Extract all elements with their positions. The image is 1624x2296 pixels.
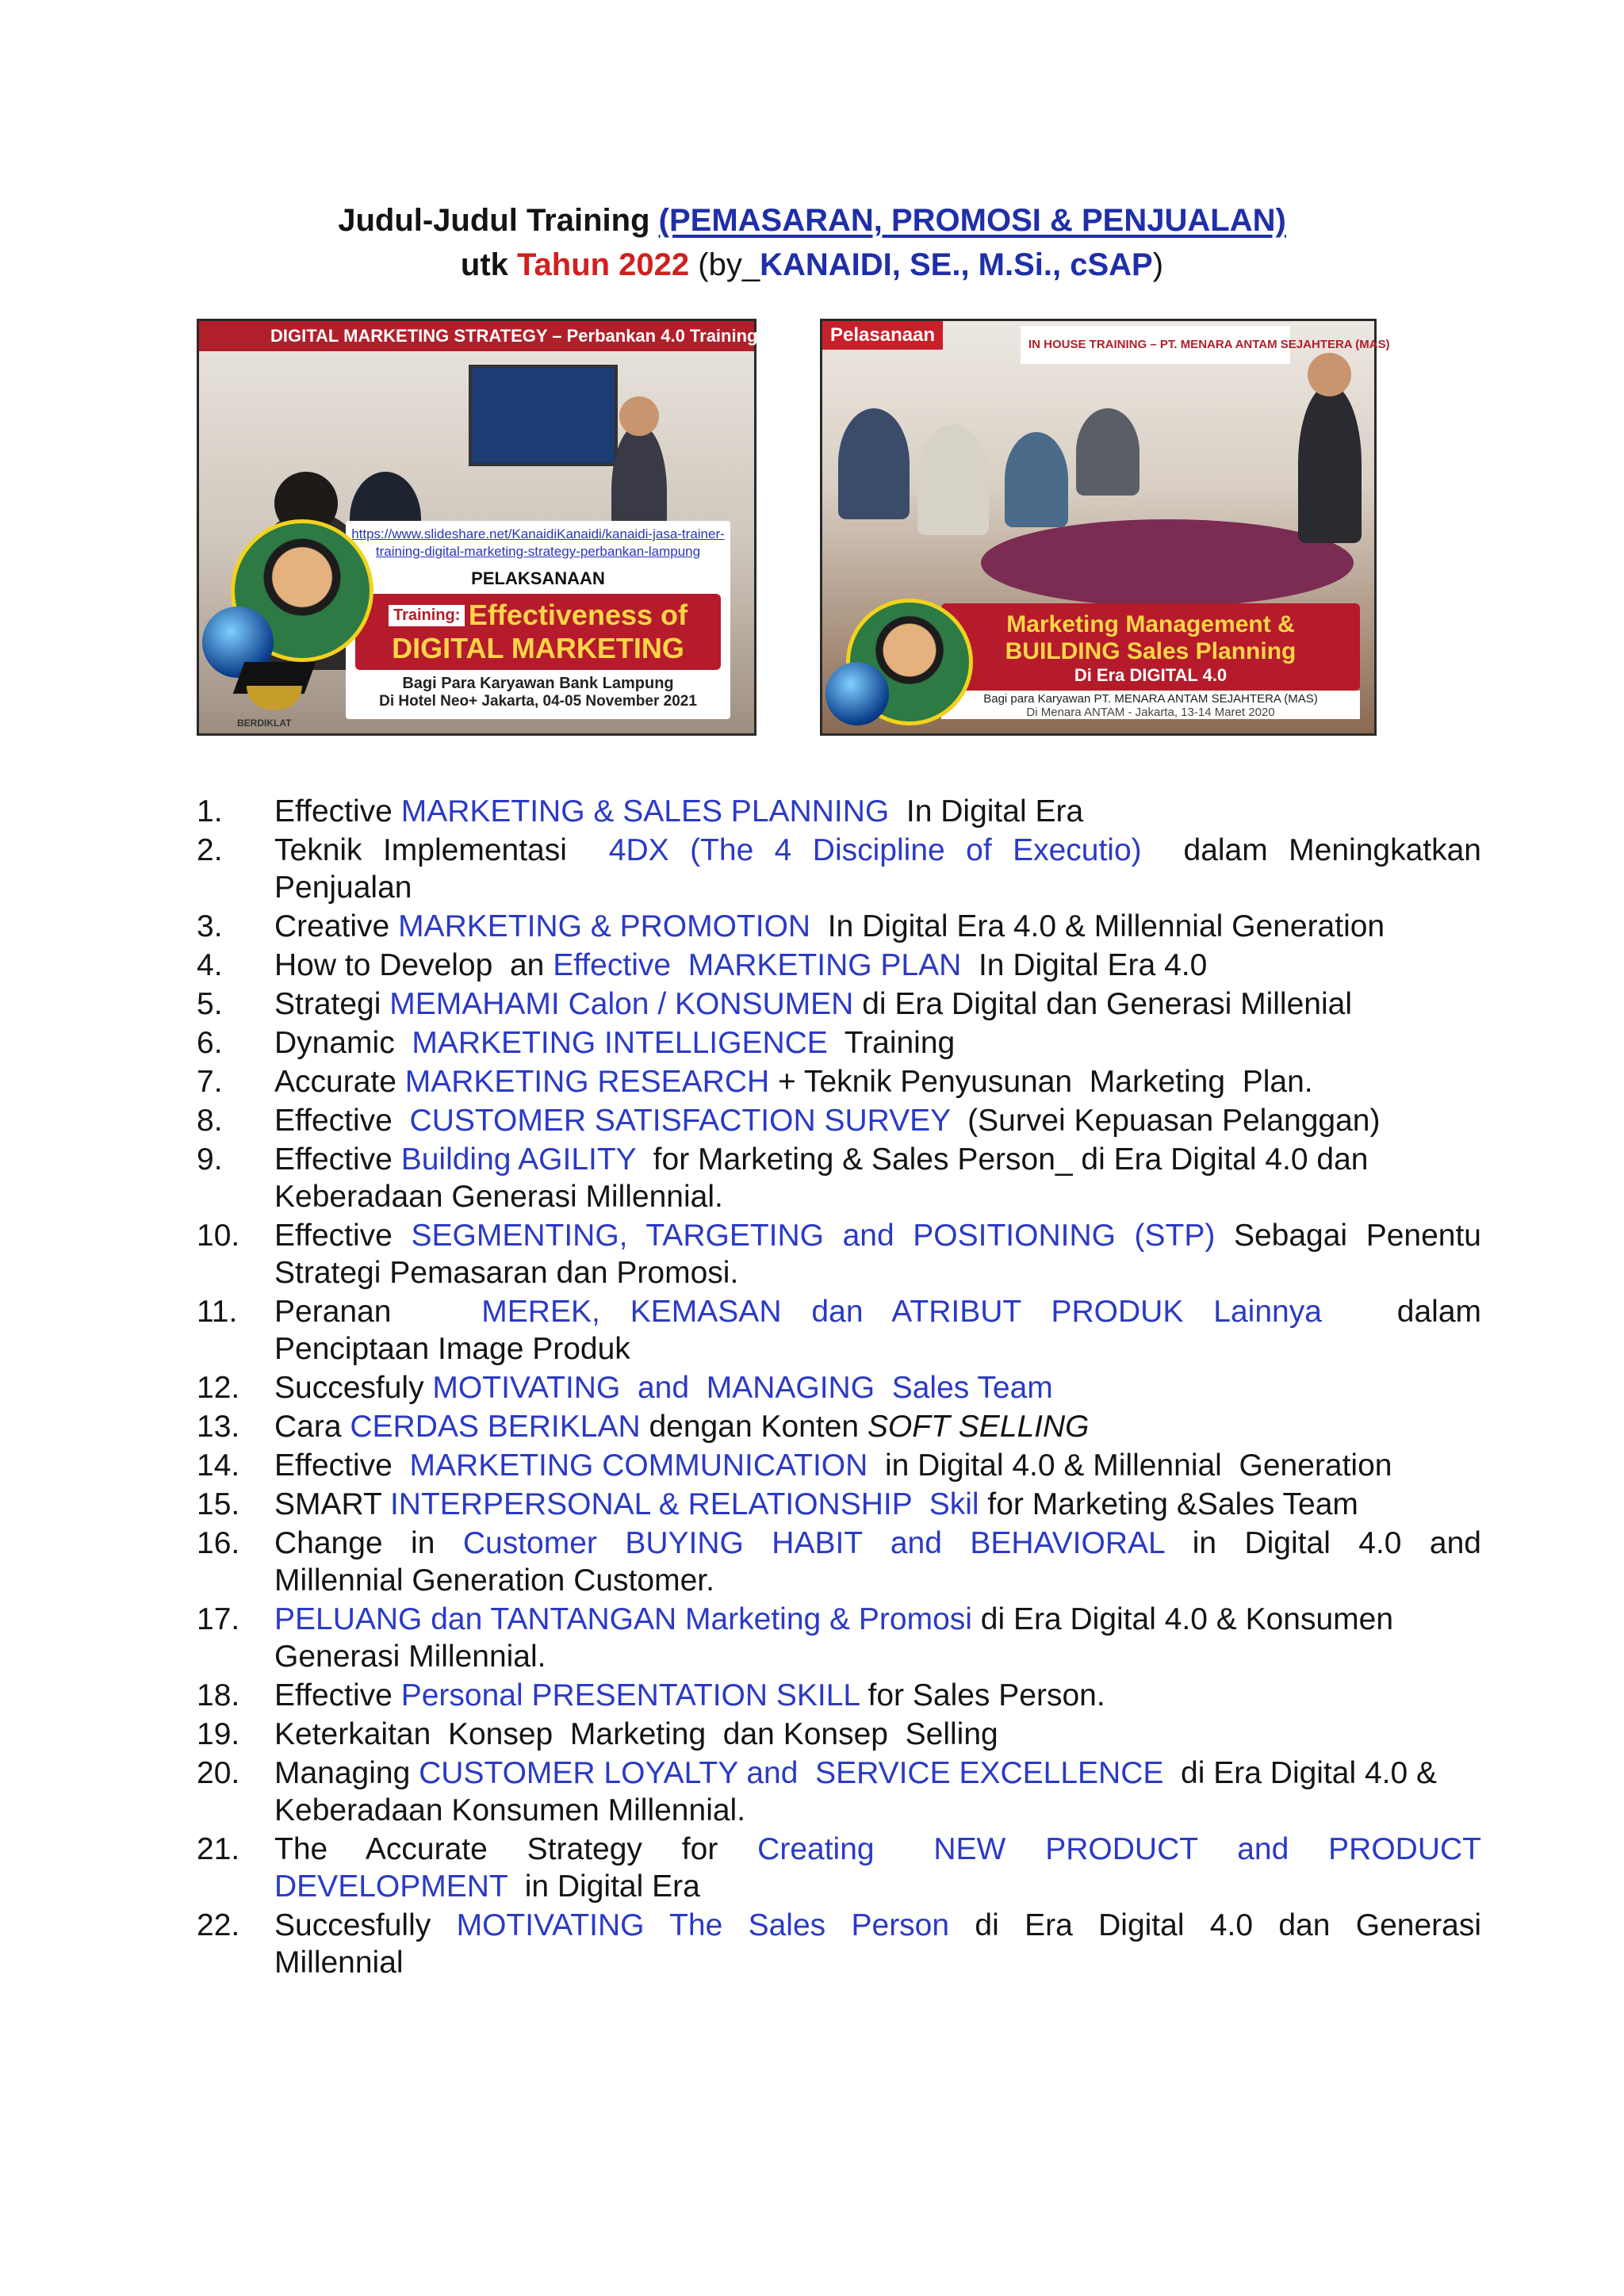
list-item-text <box>274 1525 1490 1599</box>
list-item-text <box>274 947 1481 984</box>
list-item-text <box>274 1447 1481 1484</box>
list-item <box>197 1831 1490 1905</box>
highlighted-topic: PELUANG dan TANTANGAN Marketing & Promosi <box>274 1602 972 1636</box>
list-text-segment: for Sales Person. <box>859 1678 1105 1712</box>
list-text-segment: di Era Digital 4.0 & Keberadaan Konsumen Millennial. <box>274 1756 1446 1827</box>
list-text-segment: Succesfully <box>274 1908 457 1942</box>
title-author: KANAIDI, SE., M.Si., cSAP <box>760 247 1153 282</box>
highlighted-topic: 4DX (The 4 Discipline of Executio) <box>608 833 1142 867</box>
training-audience: Bagi Para Karyawan Bank Lampung <box>402 675 674 692</box>
list-item-number: 15. <box>197 1487 240 1521</box>
list-item-text <box>274 908 1481 945</box>
list-text-segment: In Digital Era 4.0 & Millennial Generation <box>810 909 1385 943</box>
highlighted-topic: Creating NEW PRODUCT and PRODUCT DEVELOPMENT <box>274 1832 1490 1904</box>
list-item-number: 20. <box>197 1756 240 1790</box>
highlighted-topic: MEREK, KEMASAN dan ATRIBUT PRODUK Lainnya <box>481 1295 1322 1329</box>
list-item-number: 18. <box>197 1678 240 1712</box>
list-item-text <box>274 985 1481 1023</box>
list-item <box>197 793 1481 830</box>
list-text-segment: Effective <box>274 1142 401 1177</box>
list-item-number: 11. <box>197 1295 238 1329</box>
list-text-segment: Keterkaitan Konsep Marketing dan Konsep Selling <box>274 1717 998 1751</box>
list-item-text <box>274 1716 1481 1753</box>
participant-figure <box>1005 432 1068 527</box>
list-item-number: 5. <box>197 987 223 1021</box>
highlighted-topic: CERDAS BERIKLAN <box>350 1410 641 1444</box>
highlighted-topic: Customer BUYING HABIT and BEHAVIORAL <box>462 1526 1165 1560</box>
list-item-text <box>274 1141 1481 1215</box>
list-item <box>197 1408 1481 1445</box>
globe-icon <box>825 662 889 725</box>
highlighted-topic: INTERPERSONAL & RELATIONSHIP Skil <box>389 1487 979 1521</box>
list-item-number: 10. <box>197 1219 240 1253</box>
list-text-segment: Effective <box>274 1678 401 1712</box>
list-text-segment: in Digital 4.0 & Millennial Generation <box>868 1448 1392 1483</box>
list-item-number: 12. <box>197 1371 240 1405</box>
list-text-segment: In Digital Era 4.0 <box>961 948 1208 982</box>
slideshare-link[interactable]: https://www.slideshare.net/KanaidiKanaidi/kanaidi-jasa-trainer-training-digital-marketing-strategy-perbankan-lampung <box>351 526 725 559</box>
list-item <box>197 1716 1481 1753</box>
trainer-figure <box>1298 385 1362 543</box>
title-close: ) <box>1152 247 1164 282</box>
list-item-number: 16. <box>197 1526 240 1560</box>
trainer-head <box>619 396 659 436</box>
photo-top-banner-text: IN HOUSE TRAINING – PT. MENARA ANTAM SEJAHTERA (MAS) <box>1028 338 1390 351</box>
list-item <box>197 1601 1481 1675</box>
list-text-segment: dalam Meningkatkan Penjualan <box>274 833 1490 905</box>
list-text-segment: dengan Konten <box>640 1410 868 1444</box>
highlighted-topic: MOTIVATING and MANAGING Sales Team <box>432 1371 1053 1405</box>
list-item-text <box>274 1217 1490 1292</box>
document-title <box>0 198 1624 287</box>
list-text-segment: Succesfuly <box>274 1371 433 1405</box>
list-item-number: 14. <box>197 1448 240 1483</box>
photo-top-banner: DIGITAL MARKETING STRATEGY – Perbankan 4.0 Training <box>199 321 754 351</box>
list-text-segment: Effective <box>274 1104 410 1138</box>
list-item <box>197 985 1481 1023</box>
list-item-number: 7. <box>197 1065 223 1099</box>
title-prefix: Judul-Judul Training <box>338 203 659 238</box>
list-text-segment: di Era Digital 4.0 dan Generasi Millennial <box>274 1908 1490 1980</box>
participant-figure <box>1076 408 1139 496</box>
highlighted-topic: Effective MARKETING PLAN <box>553 948 962 982</box>
list-text-segment: Managing <box>274 1756 419 1790</box>
list-item-text <box>274 1755 1481 1829</box>
list-text-segment: in Digital Era <box>508 1869 700 1904</box>
highlighted-topic: MARKETING INTELLIGENCE <box>412 1026 828 1060</box>
list-text-segment: Creative <box>274 909 399 943</box>
list-item <box>197 1907 1490 1981</box>
training-venue: Di Hotel Neo+ Jakarta, 04-05 November 2021 <box>379 693 697 710</box>
highlighted-topic: MOTIVATING The Sales Person <box>456 1908 950 1942</box>
highlighted-topic: MARKETING & SALES PLANNING <box>400 794 890 828</box>
list-text-segment: Effective <box>274 794 401 828</box>
list-text-segment: di Era Digital 4.0 & Konsumen Generasi Millennial. <box>274 1602 1402 1674</box>
list-text-segment: Teknik Implementasi <box>274 833 609 867</box>
list-item <box>197 947 1481 984</box>
list-item-number: 2. <box>197 833 223 867</box>
training-title-line-2: DIGITAL MARKETING <box>392 632 684 664</box>
list-item-number: 19. <box>197 1717 240 1751</box>
photo-caption-banner <box>346 521 730 719</box>
trainer-head <box>1308 353 1351 396</box>
list-text-segment: dalam Penciptaan Image Produk <box>274 1295 1490 1366</box>
highlighted-topic: Building AGILITY <box>400 1142 636 1177</box>
list-item-text <box>274 1601 1481 1675</box>
list-item-text <box>274 1831 1490 1905</box>
list-item <box>197 1447 1481 1484</box>
list-text-segment: in Digital 4.0 and Millennial Generation Customer. <box>274 1526 1490 1598</box>
berdiklat-logo: BERDIKLAT <box>237 718 292 729</box>
list-item-text <box>274 1063 1481 1100</box>
list-item-text <box>274 1486 1481 1523</box>
list-text-segment: How to Develop an <box>274 948 553 982</box>
participant-figure <box>838 408 910 519</box>
pelaksanaan-label: PELAKSANAAN <box>471 568 605 588</box>
list-item-number: 3. <box>197 909 223 943</box>
training-title-box <box>355 594 721 670</box>
list-text-segment: + Teknik Penyusunan Marketing Plan. <box>769 1065 1313 1099</box>
list-text-segment: Strategi <box>274 987 390 1021</box>
photo-caption-banner <box>941 603 1360 722</box>
list-item <box>197 1486 1481 1523</box>
list-item-number: 22. <box>197 1908 240 1942</box>
highlighted-topic: MARKETING COMMUNICATION <box>409 1448 868 1483</box>
highlighted-topic: Personal PRESENTATION SKILL <box>400 1678 860 1712</box>
list-text-segment: Dynamic <box>274 1026 412 1060</box>
list-item-number: 4. <box>197 948 223 982</box>
training-venue: Di Menara ANTAM - Jakarta, 13-14 Maret 2020 <box>941 706 1360 719</box>
list-text-segment: Sebagai Penentu Strategi Pemasaran dan Promosi. <box>274 1219 1490 1290</box>
training-title-line-1: Marketing Management & <box>1006 611 1295 637</box>
title-year: Tahun 2022 <box>517 247 690 282</box>
pelasanaan-tag: Pelasanaan <box>822 321 943 350</box>
title-by: (by_ <box>689 247 760 282</box>
list-item-number: 1. <box>197 794 223 828</box>
list-text-segment: Cara <box>274 1410 350 1444</box>
training-photo-left <box>197 319 756 736</box>
list-text-segment: Effective <box>274 1448 410 1483</box>
list-item-text <box>274 1102 1481 1139</box>
list-text-segment: Peranan <box>274 1295 482 1329</box>
title-utk: utk <box>460 247 518 282</box>
training-title-list <box>197 793 1490 1983</box>
list-item-text <box>274 1024 1481 1062</box>
list-item-text <box>274 1907 1490 1981</box>
training-title-box <box>941 603 1360 691</box>
list-text-segment: Effective <box>274 1219 412 1253</box>
list-item-number: 21. <box>197 1832 240 1866</box>
list-item-text <box>274 832 1490 906</box>
list-item-number: 8. <box>197 1104 223 1138</box>
highlighted-topic: MEMAHAMI Calon / KONSUMEN <box>389 987 854 1021</box>
list-item-text <box>274 1677 1481 1714</box>
list-item <box>197 908 1481 945</box>
photo-top-banner <box>1021 326 1390 364</box>
title-line-2 <box>0 243 1624 287</box>
training-title-line-2: BUILDING Sales Planning <box>1005 638 1297 664</box>
participant-figure <box>917 424 989 535</box>
list-item <box>197 1293 1490 1368</box>
title-line-1 <box>0 198 1624 243</box>
list-item <box>197 1677 1481 1714</box>
list-text-segment: for Marketing &Sales Team <box>979 1487 1358 1521</box>
list-item-number: 6. <box>197 1026 223 1060</box>
list-text-segment: di Era Digital dan Generasi Millenial <box>853 987 1352 1021</box>
list-item-text <box>274 1293 1490 1368</box>
training-audience: Bagi para Karyawan PT. MENARA ANTAM SEJAHTERA (MAS) <box>941 691 1360 706</box>
highlighted-topic: MARKETING RESEARCH <box>404 1065 770 1099</box>
italic-text: SOFT SELLING <box>867 1410 1090 1444</box>
title-topic-link[interactable]: (PEMASARAN, PROMOSI & PENJUALAN) <box>658 203 1286 238</box>
list-text-segment: Training <box>827 1026 956 1060</box>
training-title-line-1: Effectiveness of <box>468 599 688 631</box>
highlighted-topic: MARKETING & PROMOTION <box>398 909 811 943</box>
projector-screen <box>469 365 618 466</box>
highlighted-topic: SEGMENTING, TARGETING and POSITIONING (STP) <box>411 1219 1216 1253</box>
highlighted-topic: CUSTOMER SATISFACTION SURVEY <box>409 1104 951 1138</box>
list-item-number: 17. <box>197 1602 240 1636</box>
list-text-segment: In Digital Era <box>889 794 1084 828</box>
training-title-line-3: Di Era DIGITAL 4.0 <box>1074 665 1228 685</box>
training-photo-right <box>820 319 1390 736</box>
list-item-text <box>274 793 1481 830</box>
highlighted-topic: CUSTOMER LOYALTY and SERVICE EXCELLENCE <box>419 1756 1164 1790</box>
list-item <box>197 1102 1481 1139</box>
list-item <box>197 1024 1481 1062</box>
list-item <box>197 1369 1481 1406</box>
list-text-segment: for Marketing & Sales Person_ di Era Digital 4.0 dan Keberadaan Generasi Millennial. <box>274 1142 1377 1214</box>
list-item <box>197 1525 1490 1599</box>
list-item-text <box>274 1369 1481 1406</box>
list-text-segment: Accurate <box>274 1065 405 1099</box>
list-item <box>197 1063 1481 1100</box>
list-item <box>197 1755 1481 1829</box>
list-item-number: 13. <box>197 1410 240 1444</box>
list-text-segment: Change in <box>274 1526 463 1560</box>
list-text-segment: (Survei Kepuasan Pelanggan) <box>950 1104 1381 1138</box>
list-text-segment: SMART <box>274 1487 390 1521</box>
list-text-segment: The Accurate Strategy for <box>274 1832 758 1866</box>
list-item-text <box>274 1408 1481 1445</box>
list-item <box>197 832 1490 906</box>
list-item <box>197 1217 1490 1292</box>
list-item <box>197 1141 1481 1215</box>
training-label: Training: <box>389 605 465 626</box>
list-item-number: 9. <box>197 1142 223 1177</box>
